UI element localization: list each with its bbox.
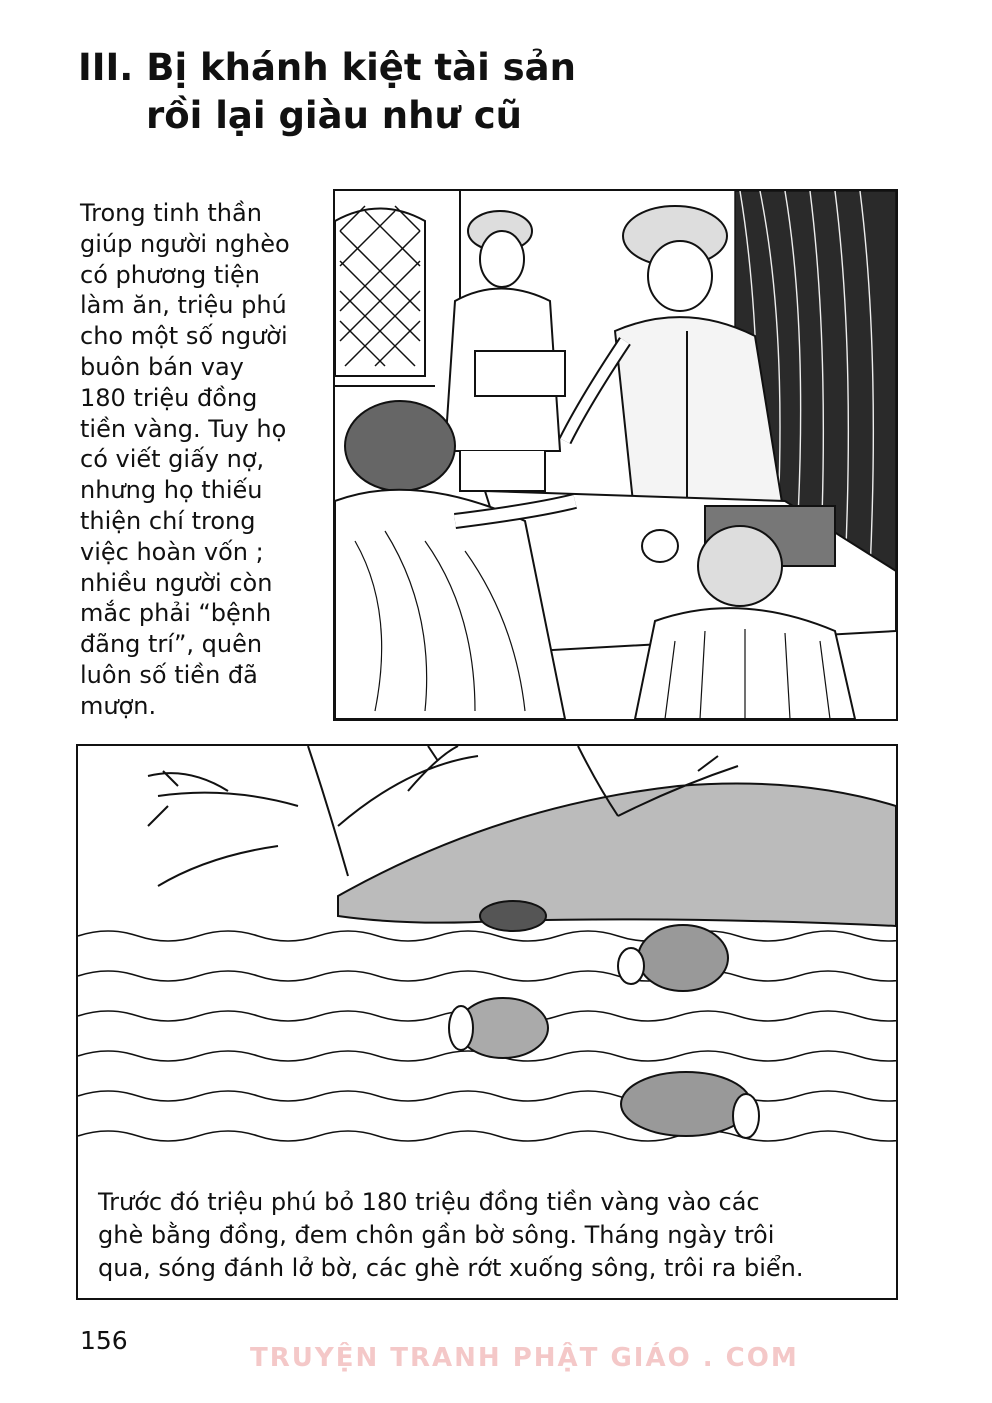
lending-scene-drawing bbox=[335, 191, 896, 719]
watermark: TRUYỆN TRANH PHẬT GIÁO . COM bbox=[250, 1343, 799, 1373]
page-number: 156 bbox=[80, 1326, 128, 1355]
jar-4 bbox=[621, 1072, 759, 1138]
river-scene-drawing bbox=[78, 746, 896, 1176]
panel-caption: Trước đó triệu phú bỏ 180 triệu đồng tiền vàng vào các ghè bằng đồng, đem chôn gần bờ sông. Tháng ngày trôi qua, sóng đánh lở bờ, các ghè rớt xuống sông, trôi ra biển. bbox=[98, 1188, 804, 1282]
section-title bbox=[78, 44, 576, 140]
jar-2 bbox=[618, 925, 728, 991]
story-text: Trong tinh thần giúp người nghèo có phương tiện làm ăn, triệu phú cho một số người buôn bán vay 180 triệu đồng tiền vàng. Tuy họ có viết giấy nợ, nhưng họ thiếu thiện chí trong việc hoàn vốn ; nhiều người còn mắc phải “bệnh đãng trí”, quên luôn số tiền đã mượn. bbox=[80, 199, 290, 720]
title-line-1: III. Bị khánh kiệt tài sản bbox=[78, 46, 576, 89]
jar-3 bbox=[449, 998, 548, 1058]
illustration-lending-scene bbox=[333, 189, 898, 721]
jar-1 bbox=[480, 901, 546, 931]
illustration-river-scene bbox=[76, 744, 898, 1300]
title-line-2: rồi lại giàu như cũ bbox=[146, 94, 522, 137]
